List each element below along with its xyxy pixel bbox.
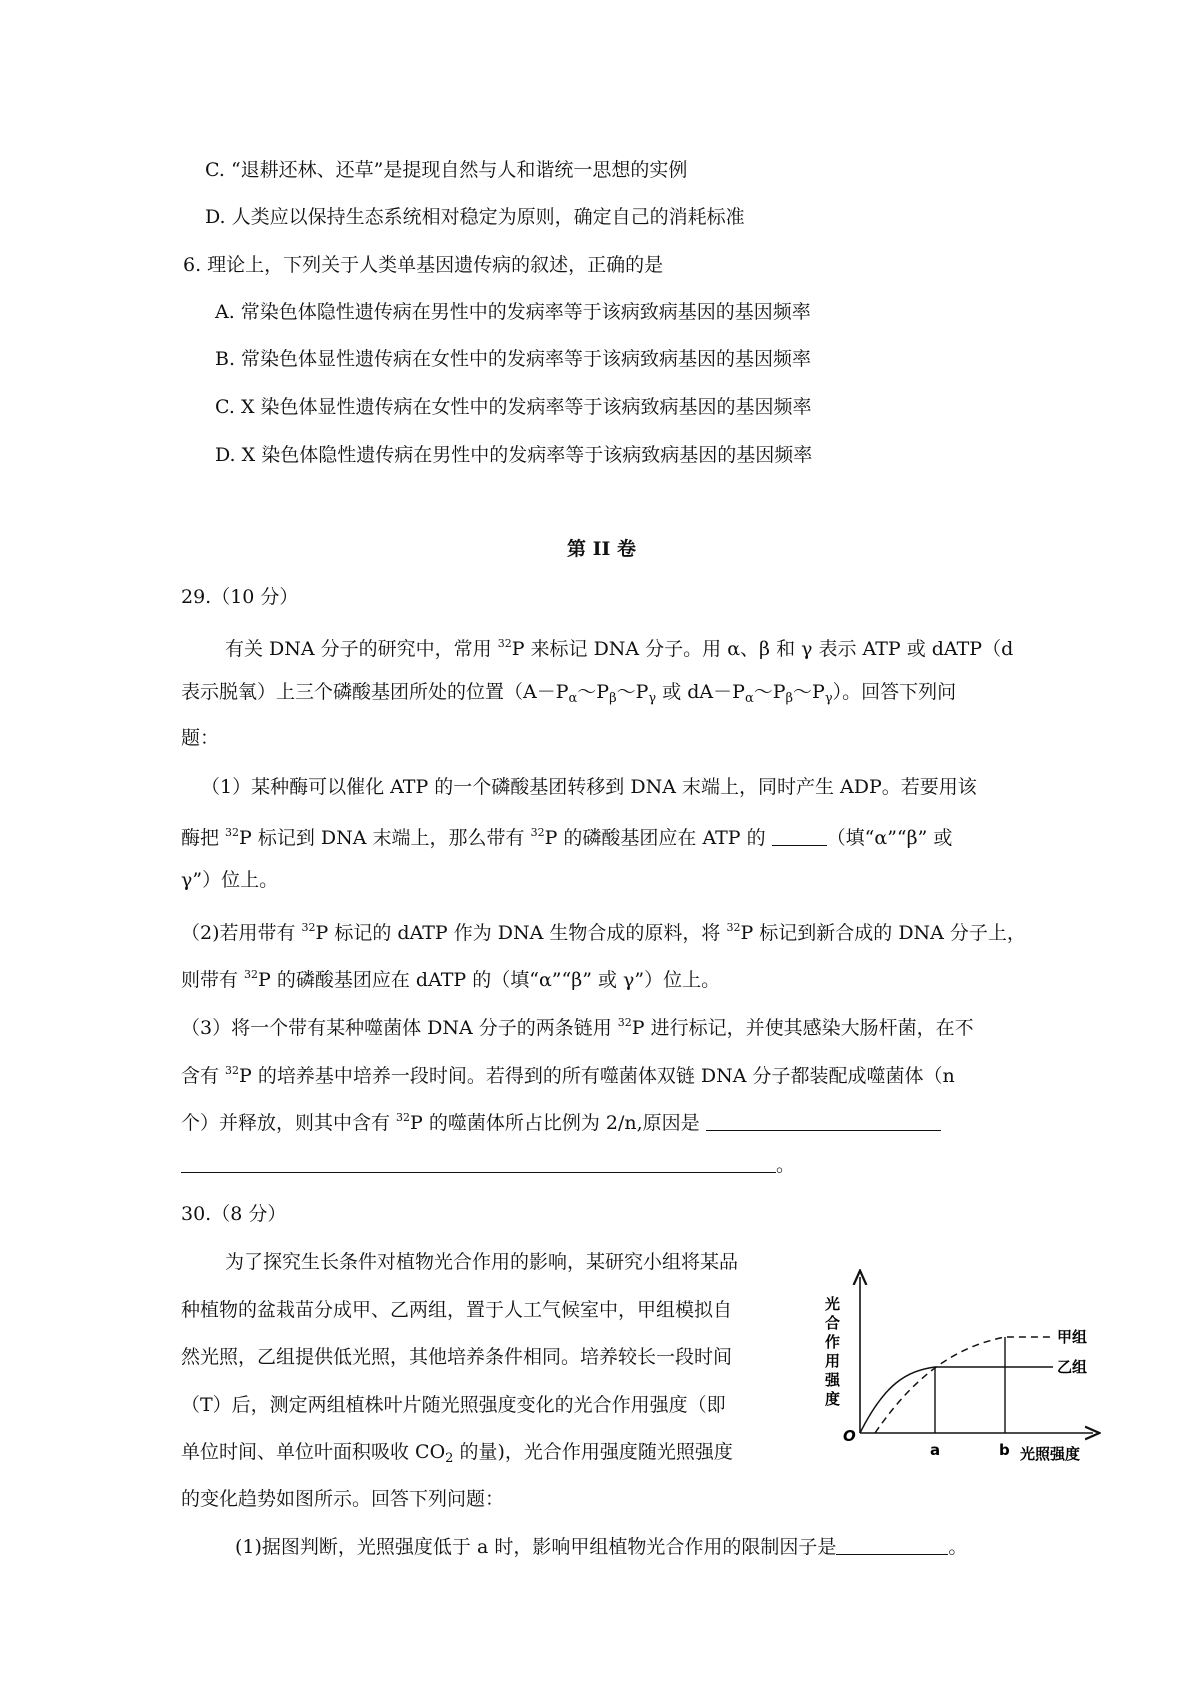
q5-option-c: C. “退耕还林、还草”是提现自然与人和谐统一思想的实例	[205, 159, 688, 181]
q30-heading: 30.（8 分）	[181, 1203, 287, 1225]
y-axis-label-char: 强	[825, 1371, 841, 1389]
y-axis-label-char: 用	[825, 1352, 841, 1370]
q29-paragraph-line1: 有关 DNA 分子的研究中，常用 $^{32}$P 来标记 DNA 分子。用 α、β 和 γ 表示 ATP 或 dATP（d	[225, 637, 1014, 660]
y-axis-label-char: 合	[825, 1314, 841, 1332]
q29-sub3-line1: （3）将一个带有某种噬菌体 DNA 分子的两条链用 $^{32}$P 进行标记，并使其感染大肠杆菌，在不	[181, 1016, 974, 1039]
q30-paragraph-line6: 的变化趋势如图所示。回答下列问题：	[181, 1488, 505, 1510]
q30-paragraph-line4: （T）后，测定两组植株叶片随光照强度变化的光合作用强度（即	[181, 1394, 726, 1416]
answer-blank[interactable]	[772, 825, 827, 846]
answer-blank[interactable]	[706, 1110, 941, 1131]
q6-option-c: C. X 染色体显性遗传病在女性中的发病率等于该病致病基因的基因频率	[215, 396, 812, 418]
q6-option-a: A. 常染色体隐性遗传病在男性中的发病率等于该病致病基因的基因频率	[215, 301, 811, 323]
y-axis-label	[824, 1295, 841, 1408]
q29-sub3-line2: 含有 $^{32}$P 的培养基中培养一段时间。若得到的所有噬菌体双链 DNA 分子都装配成噬菌体（n	[181, 1064, 955, 1087]
q6-option-d: D. X 染色体隐性遗传病在男性中的发病率等于该病致病基因的基因频率	[215, 444, 813, 466]
q30-sub1: (1)据图判断，光照强度低于 a 时，影响甲组植物光合作用的限制因子是 。	[235, 1536, 968, 1558]
section-title: 第 II 卷	[567, 538, 637, 560]
q29-heading: 29.（10 分）	[181, 586, 299, 608]
q29-sub1-line2: 酶把 $^{32}$P 标记到 DNA 末端上，那么带有 $^{32}$P 的磷酸基团应在 ATP 的 （填“α”“β” 或	[181, 826, 953, 849]
answer-blank[interactable]	[181, 1152, 776, 1173]
q30-paragraph-line2: 种植物的盆栽苗分成甲、乙两组，置于人工气候室中，甲组模拟自	[181, 1299, 733, 1321]
tick-b-label: b	[999, 1441, 1010, 1459]
x-axis-label: 光照强度	[1020, 1445, 1081, 1463]
q6-option-b: B. 常染色体显性遗传病在女性中的发病率等于该病致病基因的基因频率	[215, 348, 812, 370]
answer-blank[interactable]	[836, 1534, 948, 1555]
series-jia-curve	[875, 1337, 1053, 1433]
photosynthesis-figure	[815, 1265, 1115, 1465]
q29-sub3-line4: 。	[181, 1152, 795, 1178]
q29-paragraph-line3: 题：	[181, 727, 220, 749]
q29-paragraph-line2: 表示脱氧）上三个磷酸基团所处的位置（$A-P_\alpha\sim P_\beta\sim P_\gamma$ 或 $dA-P_\alpha\sim P_\beta\sim P_\gamma$）。回答下列问	[181, 681, 957, 706]
y-axis-label-char: 作	[825, 1333, 841, 1351]
q29-sub3-line3: 个）并释放，则其中含有 $^{32}$P 的噬菌体所占比例为 2/n,原因是	[181, 1105, 941, 1136]
q29-sub2-line1: （2)若用带有 $^{32}$P 标记的 dATP 作为 DNA 生物合成的原料，将 $^{32}$P 标记到新合成的 DNA 分子上，	[181, 921, 1026, 944]
q6-stem: 6. 理论上，下列关于人类单基因遗传病的叙述，正确的是	[183, 254, 664, 276]
q29-sub2-line2: 则带有 $^{32}$P 的磷酸基团应在 dATP 的（填“α”“β” 或 γ”）位上。	[181, 968, 721, 991]
q5-option-d: D. 人类应以保持生态系统相对稳定为原则，确定自己的消耗标准	[205, 206, 745, 228]
q30-paragraph-line5: 单位时间、单位叶面积吸收 $CO_2$ 的量)，光合作用强度随光照强度	[181, 1441, 733, 1466]
series-yi-label: 乙组	[1057, 1358, 1088, 1376]
y-axis-label-char: 度	[825, 1390, 841, 1408]
series-yi-curve	[860, 1367, 1005, 1433]
tick-a-label: a	[930, 1441, 941, 1459]
q30-paragraph-line1: 为了探究生长条件对植物光合作用的影响，某研究小组将某品	[225, 1251, 739, 1273]
q30-paragraph-line3: 然光照，乙组提供低光照，其他培养条件相同。培养较长一段时间	[181, 1346, 733, 1368]
series-jia-label: 甲组	[1057, 1328, 1088, 1346]
origin-label: O	[843, 1427, 856, 1445]
q29-sub1-line3: γ”）位上。	[181, 869, 279, 891]
q29-sub1-line1: （1）某种酶可以催化 ATP 的一个磷酸基团转移到 DNA 末端上，同时产生 ADP。若要用该	[201, 776, 977, 798]
y-axis-label-char: 光	[825, 1295, 841, 1313]
